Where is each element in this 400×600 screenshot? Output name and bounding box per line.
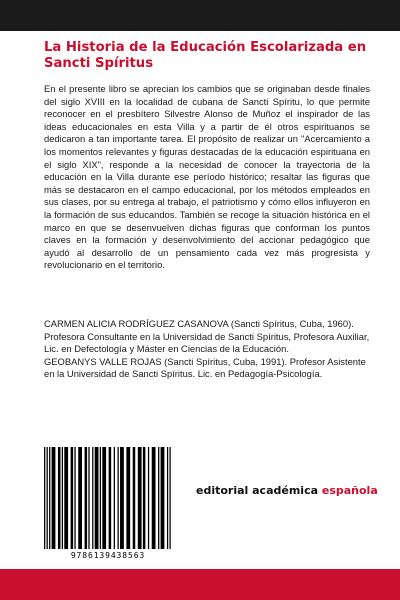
book-title: La Historia de la Educación Escolarizada en Sancti Spíritus (44, 40, 367, 71)
barcode-bar (118, 447, 119, 549)
publisher-logo (196, 484, 378, 497)
barcode-bar (148, 447, 149, 549)
barcode-bar (161, 447, 165, 549)
barcode-bar (169, 447, 170, 549)
barcode-bar (88, 447, 89, 549)
isbn-barcode (44, 447, 172, 549)
barcode-bar (167, 447, 168, 549)
barcode-bar (114, 447, 115, 549)
author-bio-1: CARMEN ALICIA RODRÍGUEZ CASANOVA (Sancti Spíritus, Cuba, 1960). Profesora Consultante en la Universidad de Sancti Spíritus, Profesora Auxiliar, Lic. en Defectología y Máster en Ciencias de la Educación. (44, 318, 370, 355)
barcode-bar (58, 447, 61, 549)
barcode-bar (120, 447, 124, 549)
barcode-bar (133, 447, 136, 549)
bottom-color-band (0, 569, 400, 600)
barcode-bar (64, 447, 68, 549)
barcode-bar (92, 447, 93, 549)
barcode-bar (138, 447, 142, 549)
publisher-name: editorial académica (196, 484, 319, 497)
author-bios (44, 318, 370, 381)
top-color-band (0, 0, 400, 31)
barcode-bar (78, 447, 82, 549)
barcode-bar (62, 447, 63, 549)
barcode-bar (95, 447, 99, 549)
publisher-name-accent: española (321, 484, 378, 497)
isbn-barcode-block (44, 447, 172, 567)
barcode-bar (85, 447, 88, 549)
barcode-bar (109, 447, 112, 549)
barcode-bar (74, 447, 75, 549)
barcode-bar (126, 447, 130, 549)
barcode-bar (49, 447, 50, 549)
barcode-bar (71, 447, 74, 549)
barcode-bar (102, 447, 106, 549)
barcode-bar (158, 447, 159, 549)
isbn-number: 9786139438563 (70, 551, 146, 560)
barcode-bar (52, 447, 56, 549)
barcode-bar (44, 447, 45, 549)
author-bio-2: GEOBANYS VALLE ROJAS (Sancti Spíritus, Cuba, 1991). Profesor Asistente en la Universidad de Sancti Spíritus. Lic. en Pedagogía-Psicología. (44, 355, 366, 380)
barcode-bar (47, 447, 48, 549)
barcode-bar (152, 447, 156, 549)
book-summary: En el presente libro se aprecian los cambios que se originaban desde finales del siglo XVIII en la localidad de cubana de Sancti Spíritu, lo que permite reconocer en el presbítero Silvestre Alonso de Muñoz el inspirador de las ideas educacionales en esta Villa y a partir de él otros espirituanos se dedicaron a tan importante tarea. El propósito de realizar un "Acercamiento a los momentos relevantes y figuras destacadas de la educación espirituana en el siglo XIX", responde a la necesidad de conocer la trayectoria de la educación en la Villa durante ese período histórico; resaltar las figuras que más se destacaron en el campo educacional, por los métodos empleados en sus clases, por su entrega al trabajo, el patriotismo y cómo ellos influyeron en la formación de sus educandos. También se recoge la situación histórica en el marco en que se desenvuelven dichas figuras que conforman los puntos claves en la formación y desenvolvimiento del accionar pedagógico que ayudó al desarrollo de un pensamiento cada vez más progresista y revolucionario en el territorio. (44, 83, 370, 271)
barcode-bar (100, 447, 101, 549)
barcode-bar (143, 447, 146, 549)
